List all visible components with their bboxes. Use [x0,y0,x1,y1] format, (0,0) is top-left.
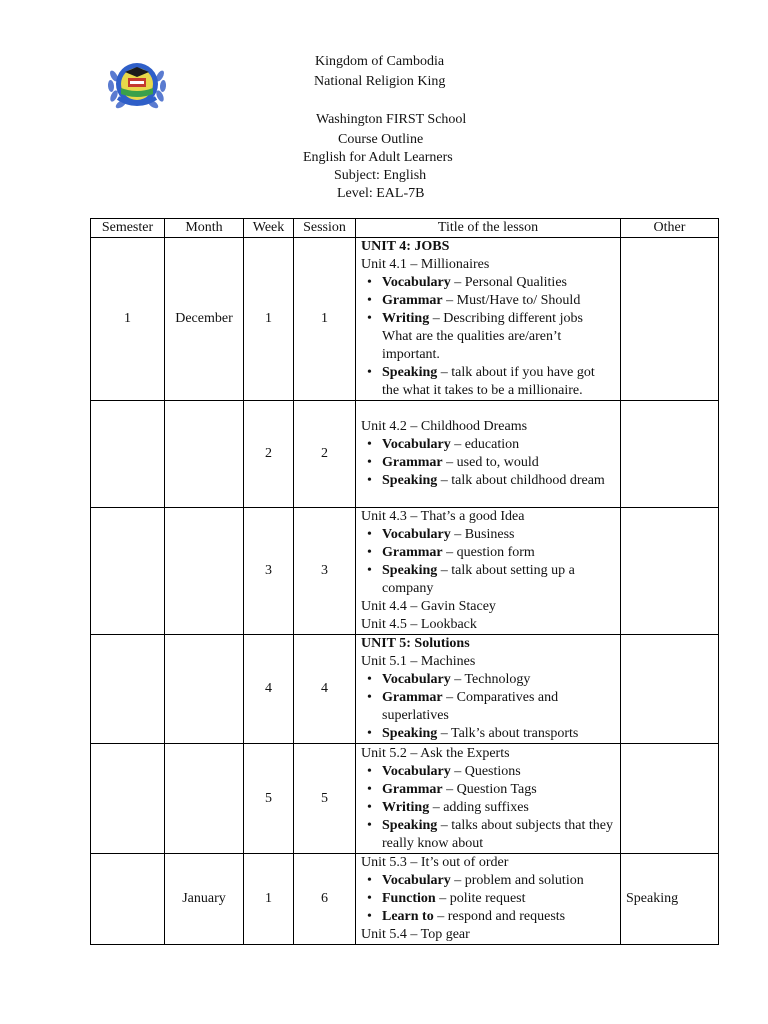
month-cell [165,508,244,635]
other-cell [621,744,719,854]
header-session: Session [294,219,356,238]
list-item: • Vocabulary – Business [382,526,615,544]
other-cell [621,635,719,744]
other-cell: Speaking [621,854,719,945]
lesson-items [361,274,615,400]
unit-heading: UNIT 5: Solutions [361,636,470,651]
list-item: • Grammar – question form [382,544,615,562]
lesson-items [361,872,615,926]
unit-title: Unit 4.5 – Lookback [361,617,477,632]
list-item: • Vocabulary – Personal Qualities [382,274,615,292]
table-row [91,238,719,401]
session-cell: 5 [294,744,356,854]
session-cell: 2 [294,401,356,508]
month-cell [165,744,244,854]
motto-line: National Religion King [314,74,446,89]
session-cell: 1 [294,238,356,401]
unit-title: Unit 4.3 – That’s a good Idea [361,509,525,524]
semester-cell [91,854,165,945]
semester-cell [91,635,165,744]
unit-title: Unit 5.3 – It’s out of order [361,855,509,870]
kingdom-line: Kingdom of Cambodia [315,54,445,69]
semester-cell [91,508,165,635]
week-cell: 4 [244,635,294,744]
lesson-items [361,763,615,853]
table-row [91,854,719,945]
month-cell [165,401,244,508]
table-header-row [91,219,719,238]
list-item: • Writing – Describing different jobs What are the qualities are/aren’t important. [382,310,615,364]
week-cell: 2 [244,401,294,508]
list-item: • Speaking – Talk’s about transports [382,725,615,743]
table-row [91,635,719,744]
unit-title: Unit 4.4 – Gavin Stacey [361,599,496,614]
session-cell: 3 [294,508,356,635]
lesson-items [361,436,615,490]
lesson-title-cell [356,744,621,854]
month-cell: January [165,854,244,945]
document-title: Course Outline [338,132,424,147]
lesson-title-cell [356,401,621,508]
unit-heading: UNIT 4: JOBS [361,239,450,254]
list-item: • Grammar – used to, would [382,454,615,472]
level-line: Level: EAL-7B [337,186,425,201]
subject-line: Subject: English [334,168,427,183]
week-cell: 3 [244,508,294,635]
other-cell [621,238,719,401]
unit-title: Unit 4.1 – Millionaires [361,257,490,272]
list-item: • Speaking – talk about setting up a company [382,562,615,598]
semester-cell [91,744,165,854]
session-cell: 4 [294,635,356,744]
lesson-title-cell [356,635,621,744]
month-cell: December [165,238,244,401]
other-cell [621,508,719,635]
list-item: • Vocabulary – problem and solution [382,872,615,890]
list-item: • Grammar – Question Tags [382,781,615,799]
unit-title: Unit 5.4 – Top gear [361,927,470,942]
week-cell: 1 [244,238,294,401]
list-item: • Vocabulary – education [382,436,615,454]
school-name: Washington FIRST School [316,112,467,127]
header-week: Week [244,219,294,238]
list-item: • Vocabulary – Technology [382,671,615,689]
list-item: • Speaking – talk about if you have got the what it takes to be a millionaire. [382,364,615,400]
course-outline-table [90,218,719,945]
semester-cell [91,401,165,508]
lesson-title-cell [356,508,621,635]
week-cell: 1 [244,854,294,945]
list-item: • Writing – adding suffixes [382,799,615,817]
course-name: English for Adult Learners [303,150,453,165]
other-cell [621,401,719,508]
list-item: • Function – polite request [382,890,615,908]
header-month: Month [165,219,244,238]
session-cell: 6 [294,854,356,945]
week-cell: 5 [244,744,294,854]
list-item: • Speaking – talk about childhood dream [382,472,615,490]
list-item: • Vocabulary – Questions [382,763,615,781]
list-item: • Grammar – Comparatives and superlatives [382,689,615,725]
semester-cell: 1 [91,238,165,401]
unit-title: Unit 5.2 – Ask the Experts [361,745,510,761]
unit-title: Unit 5.1 – Machines [361,654,476,669]
lesson-items [361,671,615,743]
lesson-items [361,526,615,598]
header-semester: Semester [91,219,165,238]
unit-title: Unit 4.2 – Childhood Dreams [361,419,528,434]
header-title: Title of the lesson [356,219,621,238]
list-item: • Speaking – talks about subjects that they really know about [382,817,615,853]
header-other: Other [621,219,719,238]
table-row [91,508,719,635]
lesson-title-cell [356,854,621,945]
table-row [91,401,719,508]
table-row [91,744,719,854]
school-logo [104,54,170,112]
month-cell [165,635,244,744]
lesson-title-cell [356,238,621,401]
list-item: • Grammar – Must/Have to/ Should [382,292,615,310]
list-item: • Learn to – respond and requests [382,908,615,926]
